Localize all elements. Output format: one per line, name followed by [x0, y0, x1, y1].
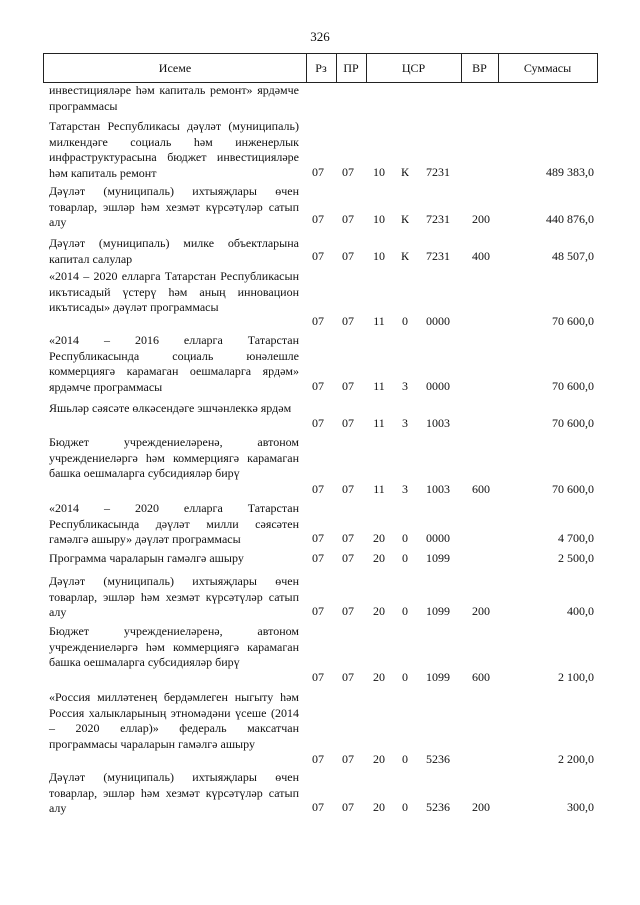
row-rz: 07 — [312, 531, 324, 545]
column-header-name: Исеме — [158, 61, 192, 75]
row-pr: 07 — [342, 670, 354, 684]
page-number: 326 — [310, 29, 330, 44]
row-csr-subprogram: 3 — [402, 416, 408, 430]
row-csr-subprogram: К — [400, 165, 409, 179]
row-csr-subprogram: 3 — [402, 482, 408, 496]
row-name: Дәүләт (муниципаль) милке объектларына капитал салулар — [49, 236, 299, 266]
row-csr-direction: 1099 — [426, 670, 450, 684]
row-sum: 70 600,0 — [552, 314, 594, 328]
row-csr-subprogram: К — [400, 212, 409, 226]
row-csr-direction: 1099 — [426, 551, 450, 565]
row-csr-direction: 0000 — [426, 531, 450, 545]
row-csr-direction: 5236 — [426, 752, 450, 766]
row-rz: 07 — [312, 314, 324, 328]
row-csr-subprogram: 3 — [402, 379, 408, 393]
row-name: «Россия милләтенең бердәмлеген ныгыту һәм Россия халыкларының этномәдәни үсеше (2014 – 2020 еллар)» федераль максатчан программасы чараларын гамәлгә ашыру — [49, 690, 299, 751]
row-csr-program: 20 — [373, 604, 385, 618]
row-name: Яшьләр сәясәте өлкәсендәге эшчәнлеккә ярдәм — [49, 401, 292, 415]
row-csr-direction: 7231 — [426, 249, 450, 263]
row-csr-program: 10 — [373, 165, 385, 179]
row-name: Дәүләт (муниципаль) ихтыяҗлары өчен товарлар, эшләр һәм хезмәт күрсәтүләр сатып алу — [49, 770, 299, 815]
column-header-sum: Суммасы — [523, 61, 572, 75]
row-csr-direction: 7231 — [426, 212, 450, 226]
row-sum: 2 500,0 — [558, 551, 594, 565]
row-csr-program: 10 — [373, 212, 385, 226]
row-csr-program: 11 — [373, 482, 385, 496]
row-rz: 07 — [312, 212, 324, 226]
row-pr: 07 — [342, 800, 354, 814]
row-rz: 07 — [312, 249, 324, 263]
row-vr: 400 — [472, 249, 490, 263]
row-csr-subprogram: 0 — [402, 800, 408, 814]
row-rz: 07 — [312, 165, 324, 179]
row-name: Бюджет учреждениеләренә, автоном учреждениеләргә һәм коммерциягә карамаган башка оешмаларга субсидияләр бирү — [49, 624, 299, 669]
row-csr-program: 20 — [373, 800, 385, 814]
row-sum: 48 507,0 — [552, 249, 594, 263]
row-pr: 07 — [342, 551, 354, 565]
row-rz: 07 — [312, 752, 324, 766]
row-pr: 07 — [342, 249, 354, 263]
column-header-rz: Рз — [315, 61, 327, 75]
row-csr-direction: 1003 — [426, 482, 450, 496]
row-rz: 07 — [312, 482, 324, 496]
column-header-pr: ПР — [343, 61, 359, 75]
row-csr-subprogram: 0 — [402, 314, 408, 328]
row-name: Бюджет учреждениеләренә, автоном учреждениеләргә һәм коммерциягә карамаган башка оешмаларга субсидияләр бирү — [49, 435, 299, 480]
row-csr-program: 20 — [373, 551, 385, 565]
row-name: Дәүләт (муниципаль) ихтыяҗлары өчен товарлар, эшләр һәм хезмәт күрсәтүләр сатып алу — [49, 184, 299, 229]
row-sum: 2 200,0 — [558, 752, 594, 766]
row-vr: 600 — [472, 482, 490, 496]
row-csr-subprogram: 0 — [402, 531, 408, 545]
row-name: Татарстан Республикасы дәүләт (муниципаль) милкендәге социаль һәм инженерлык инфраструктурасына бюджет инвестицияләре һәм капиталь ремонт — [49, 119, 299, 180]
row-csr-program: 11 — [373, 379, 385, 393]
row-csr-subprogram: 0 — [402, 551, 408, 565]
row-pr: 07 — [342, 212, 354, 226]
row-sum: 489 383,0 — [546, 165, 594, 179]
row-csr-program: 10 — [373, 249, 385, 263]
row-vr: 200 — [472, 604, 490, 618]
row-csr-subprogram: 0 — [402, 752, 408, 766]
row-csr-subprogram: К — [400, 249, 409, 263]
row-csr-program: 20 — [373, 531, 385, 545]
row-pr: 07 — [342, 752, 354, 766]
row-pr: 07 — [342, 416, 354, 430]
row-sum: 70 600,0 — [552, 379, 594, 393]
row-pr: 07 — [342, 165, 354, 179]
row-csr-direction: 7231 — [426, 165, 450, 179]
row-csr-program: 11 — [373, 416, 385, 430]
row-pr: 07 — [342, 314, 354, 328]
row-pr: 07 — [342, 604, 354, 618]
row-sum: 4 700,0 — [558, 531, 594, 545]
row-csr-subprogram: 0 — [402, 604, 408, 618]
row-sum: 70 600,0 — [552, 482, 594, 496]
row-sum: 300,0 — [567, 800, 594, 814]
row-pr: 07 — [342, 531, 354, 545]
row-csr-direction: 1003 — [426, 416, 450, 430]
row-name: Дәүләт (муниципаль) ихтыяҗлары өчен товарлар, эшләр һәм хезмәт күрсәтүләр сатып алу — [49, 574, 299, 619]
row-rz: 07 — [312, 379, 324, 393]
row-csr-direction: 5236 — [426, 800, 450, 814]
row-name: «2014 – 2016 елларга Татарстан Республикасында социаль юнәлешле коммерциягә карамаган оешмаларга ярдәм» ярдәмче программасы — [49, 333, 299, 394]
row-name: «2014 – 2020 елларга Татарстан Республикасында дәүләт милли сәясәтен гамәлгә ашыру» дәүләт программасы — [49, 501, 299, 546]
row-sum: 400,0 — [567, 604, 594, 618]
row-rz: 07 — [312, 604, 324, 618]
row-rz: 07 — [312, 670, 324, 684]
row-pr: 07 — [342, 379, 354, 393]
row-csr-subprogram: 0 — [402, 670, 408, 684]
column-header-csr: ЦСР — [401, 61, 426, 75]
row-csr-direction: 1099 — [426, 604, 450, 618]
row-csr-program: 20 — [373, 752, 385, 766]
row-name: «2014 – 2020 елларга Татарстан Республикасын икътисадый үстерү һәм аның инновацион икътисады» дәүләт программасы — [49, 269, 299, 314]
row-csr-direction: 0000 — [426, 379, 450, 393]
row-pr: 07 — [342, 482, 354, 496]
row-csr-program: 11 — [373, 314, 385, 328]
row-rz: 07 — [312, 551, 324, 565]
row-vr: 600 — [472, 670, 490, 684]
row-csr-program: 20 — [373, 670, 385, 684]
row-rz: 07 — [312, 800, 324, 814]
row-vr: 200 — [472, 212, 490, 226]
row-sum: 440 876,0 — [546, 212, 594, 226]
row-vr: 200 — [472, 800, 490, 814]
row-rz: 07 — [312, 416, 324, 430]
row-csr-direction: 0000 — [426, 314, 450, 328]
row-sum: 70 600,0 — [552, 416, 594, 430]
column-header-vr: ВР — [472, 61, 487, 75]
row-name: Программа чараларын гамәлгә ашыру — [49, 551, 244, 565]
row-name: инвестицияләре һәм капиталь ремонт» ярдәмче программасы — [49, 83, 299, 113]
row-sum: 2 100,0 — [558, 670, 594, 684]
